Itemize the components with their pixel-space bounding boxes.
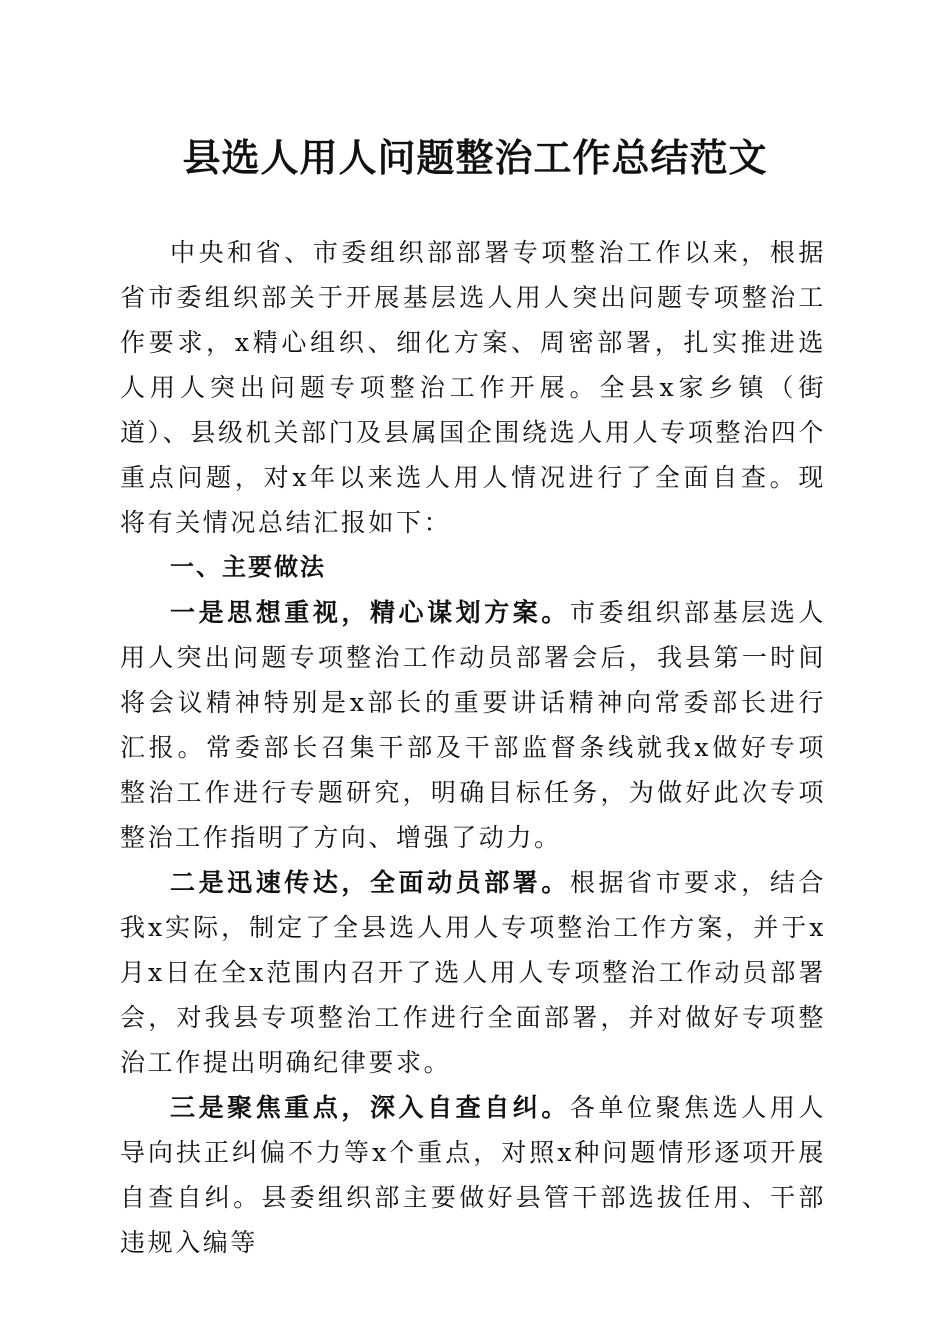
intro-paragraph: 中央和省、市委组织部部署专项整治工作以来，根据省市委组织部关于开展基层选人用人突出问题专项整治工作要求，x精心组织、细化方案、周密部署，扎实推进选人用人突出问题专项整治工作开展。全县x家乡镇（街道）、县级机关部门及县属国企围绕选人用人专项整治四个重点问题，对x年以来选人用人情况进行了全面自查。现将有关情况总结汇报如下： xyxy=(120,238,826,537)
practice-lead-1: 一是思想重视，精心谋划方案。 xyxy=(170,598,570,627)
practice-text-3: 各单位聚焦选人用人导向扶正纠偏不力等x个重点，对照x种问题情形逐项开展自查自纠。县委组织部主要做好县管干部选拔任用、干部违规入编等 xyxy=(120,1093,826,1257)
practice-paragraph-3 xyxy=(120,1085,826,1265)
practice-text-1: 市委组织部基层选人用人突出问题专项整治工作动员部署会后，我县第一时间将会议精神特别是x部长的重要讲话精神向常委部长进行汇报。常委部长召集干部及干部监督条线就我x做好专项整治工作进行专题研究，明确目标任务，为做好此次专项整治工作指明了方向、增强了动力。 xyxy=(120,598,826,852)
practice-text-2: 根据省市要求，结合我x实际，制定了全县选人用人专项整治工作方案，并于x月x日在全x范围内召开了选人用人专项整治工作动员部署会，对我县专项整治工作进行全面部署，并对做好专项整治工作提出明确纪律要求。 xyxy=(120,868,826,1077)
section-heading-main-practices: 一、主要做法 xyxy=(170,553,326,581)
document-body xyxy=(120,230,826,1265)
practice-lead-3: 三是聚焦重点，深入自查自纠。 xyxy=(170,1093,570,1122)
practice-paragraph-1 xyxy=(120,590,826,860)
document-title: 县选人用人问题整治工作总结范文 xyxy=(182,135,768,180)
practice-paragraph-2 xyxy=(120,860,826,1085)
practice-lead-2: 二是迅速传达，全面动员部署。 xyxy=(170,868,570,897)
